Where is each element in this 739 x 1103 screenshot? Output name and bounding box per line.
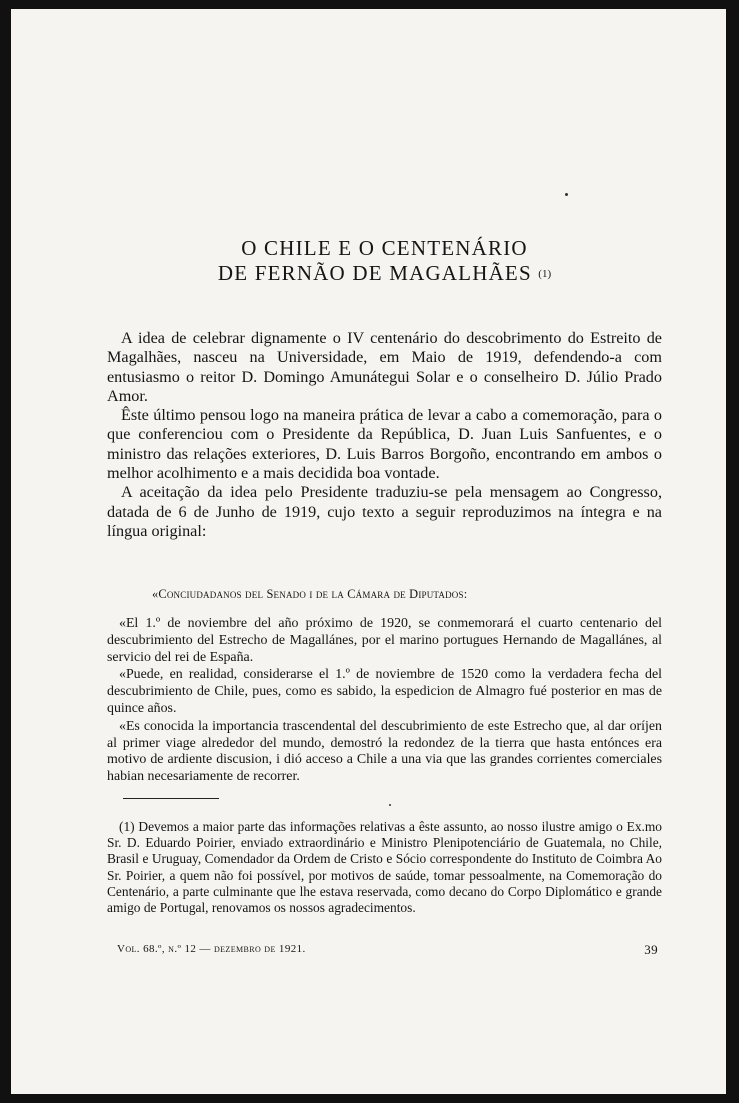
quoted-message [107,616,662,786]
ink-speck [389,804,391,806]
title-line-2: DE FERNÃO DE MAGALHÃES $^{(1)}$ [217,261,552,285]
paragraph: A idea de celebrar dignamente o IV centenário do descobrimento do Estreito de Magalhães, nasceu na Universidade, em Maio de 1919, defendendo-a com entusiasmo o reitor D. Domingo Amunátegui Solar e o conselheiro D. Júlio Prado Amor. [107,329,662,405]
quote-paragraph: «El 1.º de noviembre del año próximo de 1920, se conmemorará el cuarto centenario del descubrimiento del Estrecho de Magallánes, por el marino portugues Hernando de Magallánes, al servicio del rei de España. [107,616,662,665]
quote-paragraph: «Es conocida la importancia trascendental del descubrimiento de este Estrecho que, al dar oríjen al primer viage alrededor del mundo, demostró la redondez de la tierra que hasta entónces era motivo de ardiente discusion, i dió acceso a Chile a una via que las grandes corrientes comerciales habian necesariamente de recorrer. [107,718,662,785]
footnote-divider [123,798,219,799]
paragraph: Êste último pensou logo na maneira prática de levar a cabo a comemoração, para o que conferenciou com o Presidente da República, D. Juan Luis Sanfuentes, e o ministro das relações exteriores, D. Luis Barros Borgoño, encontrando em ambos o melhor acolhimento e a mais decidida boa vontade. [107,406,662,483]
quote-paragraph: «Puede, en realidad, considerarse el 1.º de noviembre de 1520 como la verdadera fecha del descubrimiento de Chile, pues, como es sabido, la espedicion de Almagro fué posterior en mas de quince años. [107,667,662,716]
page-number: 39 [644,942,658,957]
article-title [107,236,662,287]
footnote-text: (1) Devemos a maior parte das informações relativas a êste assunto, ao nosso ilustre amigo o Ex.mo Sr. D. Eduardo Poirier, enviado extraordinário e Ministro Plenipotenciário de Guatemala, no Chile, Brasil e Uruguay, Comendador da Ordem de Cristo e Sócio correspondente do Instituto de Coimbra Ao Sr. Poirier, a quem não foi possível, por motivos de saúde, tomar pessoalmente, na Comemoração do Centenário, a parte culminante que lhe estava reservada, como decano do Corpo Diplomático e grande amigo de Portugal, renovamos os nossos agradecimentos. [107,819,662,916]
title-line-1: O CHILE E O CENTENÁRIO [241,236,528,260]
footnote [107,819,662,916]
article-body [107,329,662,541]
issue-info: Vol. 68.º, n.º 12 — dezembro de 1921. [117,943,306,955]
footnote-marker: (1) [538,268,552,280]
ink-speck [565,193,568,196]
quote-heading: «Conciudadanos del Senado i de la Cámara de Diputados: [152,587,468,601]
paragraph: A aceitação da idea pelo Presidente traduziu-se pela mensagem ao Congresso, datada de 6 de Junho de 1919, cujo texto a seguir reproduzimos na íntegra e na língua original: [107,483,662,540]
page-sheet [11,9,726,1094]
